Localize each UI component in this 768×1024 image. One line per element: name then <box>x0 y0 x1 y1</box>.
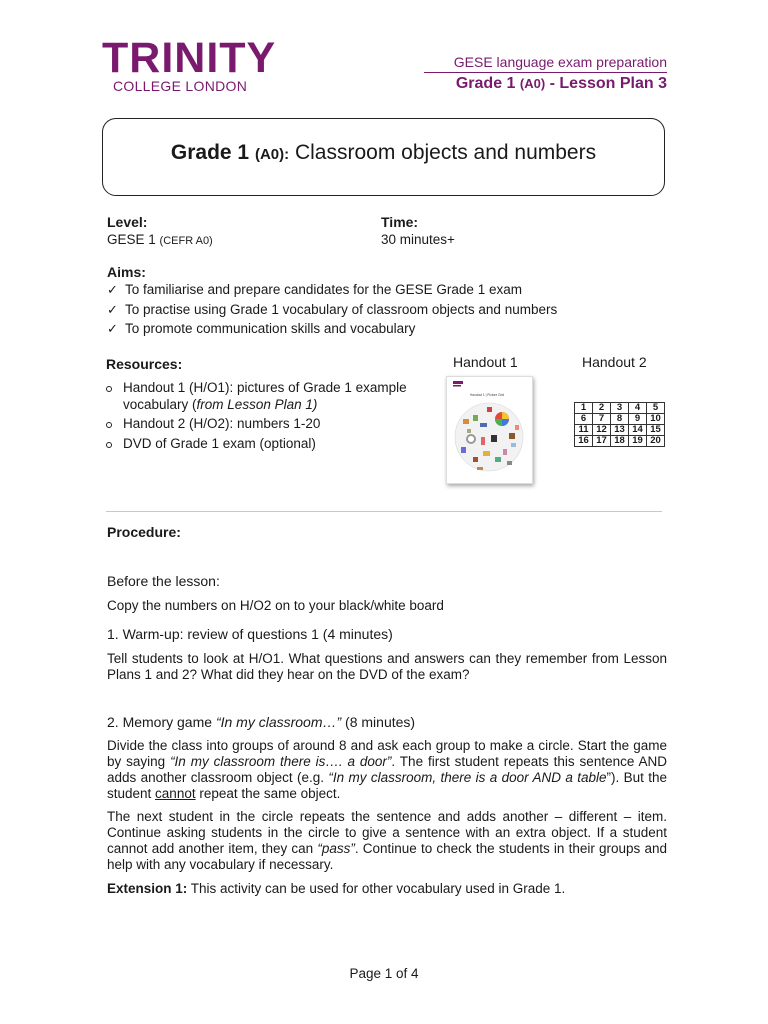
header-plan-suffix: - Lesson Plan 3 <box>549 75 667 92</box>
p1-quote: “In my classroom there is…. a door” <box>170 754 392 769</box>
level-gese: GESE 1 <box>107 232 156 247</box>
grid-cell: 14 <box>629 425 647 436</box>
memory-game-heading <box>107 714 415 730</box>
trinity-logo-subtitle: COLLEGE LONDON <box>113 78 248 94</box>
title-subject: Classroom objects and numbers <box>294 141 597 164</box>
handout2-number-grid <box>574 402 665 447</box>
resource-item <box>106 436 416 453</box>
grid-cell: 13 <box>611 425 629 436</box>
memory-heading-part: (8 minutes) <box>341 714 416 730</box>
before-lesson-label: Before the lesson: <box>107 573 220 589</box>
handout1-label: Handout 1 <box>453 354 518 370</box>
grid-cell: 15 <box>647 425 665 436</box>
grid-cell: 1 <box>575 403 593 414</box>
time-label: Time: <box>381 214 419 230</box>
resources-label: Resources: <box>106 356 183 372</box>
grid-row <box>575 425 665 436</box>
bullet-icon <box>106 442 112 448</box>
memory-game-paragraph-2 <box>107 809 667 873</box>
p1-text: Divide the class into groups of around 8 and ask each group to make a circle. Start the game by saying <box>107 738 667 769</box>
aim-item <box>107 301 667 321</box>
resource-text: Handout 2 (H/O2): numbers 1-20 <box>123 416 321 431</box>
aims-list <box>107 281 667 340</box>
procedure-label: Procedure: <box>107 524 181 540</box>
warmup-heading: 1. Warm-up: review of questions 1 (4 minutes) <box>107 626 393 642</box>
header-plan-level: (A0) <box>519 76 546 91</box>
grid-cell: 18 <box>611 436 629 447</box>
extension-text: This activity can be used for other vocabulary used in Grade 1. <box>187 881 566 896</box>
aim-text: To familiarise and prepare candidates for the GESE Grade 1 exam <box>125 282 522 297</box>
page-number: Page 1 of 4 <box>349 966 419 981</box>
grid-cell: 19 <box>629 436 647 447</box>
p1-text: . The first student repeats this sentence AND adds another classroom object (e.g. <box>107 754 667 785</box>
picture-grid-image <box>447 377 532 483</box>
resource-text: DVD of Grade 1 exam (optional) <box>123 435 316 451</box>
aim-text: To practise using Grade 1 vocabulary of classroom objects and numbers <box>125 301 558 317</box>
handout1-thumbnail <box>446 376 533 484</box>
p2-text: . Continue to check the students in their groups and help with any vocabulary if necessary. <box>107 841 667 872</box>
grid-cell: 6 <box>575 414 593 425</box>
memory-game-paragraph-1 <box>107 738 667 802</box>
header-lesson-plan <box>456 75 667 93</box>
resource-item <box>106 416 416 433</box>
handout1-mini-title: Handout 1 | Picture Grid <box>470 393 505 397</box>
grid-cell: 11 <box>575 425 593 436</box>
p2-quote: “pass” <box>317 841 355 856</box>
grid-cell: 3 <box>611 403 629 414</box>
p2-text: The next student in the circle repeats the sentence and adds another – different – item. Continue asking students in the circle to give a sentence with an extra object. If a student cannot add another item, they can <box>107 809 667 856</box>
grid-row <box>575 436 665 447</box>
aim-item <box>107 320 667 340</box>
grid-cell: 7 <box>593 414 611 425</box>
grid-cell: 17 <box>593 436 611 447</box>
header-exam-preparation: GESE language exam preparation <box>453 54 667 70</box>
title-level: (A0): <box>254 146 290 163</box>
grid-cell: 20 <box>647 436 665 447</box>
grid-cell: 16 <box>575 436 593 447</box>
check-icon: ✓ <box>107 321 118 336</box>
grid-row <box>575 414 665 425</box>
resource-item <box>106 380 416 413</box>
grid-cell: 2 <box>593 403 611 414</box>
bullet-icon <box>106 422 112 428</box>
grid-cell: 8 <box>611 414 629 425</box>
grid-cell: 4 <box>629 403 647 414</box>
aims-label: Aims: <box>107 264 146 280</box>
header-plan-grade: Grade 1 <box>455 75 516 92</box>
p1-underlined: cannot <box>155 786 196 801</box>
time-value: 30 minutes+ <box>381 232 455 247</box>
p1-text: repeat the same object. <box>195 786 341 801</box>
resources-list <box>106 380 416 455</box>
resource-text: Handout 1 (H/O1): pictures of Grade 1 example vocabulary ( <box>123 380 407 412</box>
p1-text: ”). But the student <box>107 770 668 801</box>
trinity-logo: TRINITY <box>102 34 277 82</box>
section-divider <box>106 511 662 512</box>
grid-cell: 5 <box>647 403 665 414</box>
bullet-icon <box>106 386 112 392</box>
level-value <box>107 232 213 249</box>
handout2-label: Handout 2 <box>582 354 647 370</box>
grid-cell: 9 <box>629 414 647 425</box>
title-grade: Grade 1 <box>170 141 250 164</box>
aim-text: To promote communication skills and vocabulary <box>125 321 416 336</box>
header-underline <box>424 72 667 73</box>
memory-heading-part: 2. Memory game <box>107 714 216 730</box>
check-icon: ✓ <box>107 301 118 317</box>
extension-label: Extension 1: <box>107 881 188 896</box>
check-icon: ✓ <box>107 282 118 297</box>
extension-1 <box>107 881 667 897</box>
page-title <box>102 141 665 165</box>
memory-heading-italic: “In my classroom…” <box>215 714 342 730</box>
level-cefr: (CEFR A0) <box>159 235 213 247</box>
grid-cell: 12 <box>593 425 611 436</box>
before-lesson-text: Copy the numbers on H/O2 on to your black/white board <box>107 598 444 613</box>
level-label: Level: <box>107 214 148 230</box>
resource-text-italic: from Lesson Plan 1) <box>196 396 318 412</box>
warmup-text: Tell students to look at H/O1. What questions and answers can they remember from Lesson Plans 1 and 2? What did they hear on the DVD of the exam? <box>107 651 667 682</box>
grid-row <box>575 403 665 414</box>
p1-quote: “In my classroom, there is a door AND a table <box>328 770 607 785</box>
aim-item <box>107 281 667 301</box>
grid-cell: 10 <box>647 414 665 425</box>
